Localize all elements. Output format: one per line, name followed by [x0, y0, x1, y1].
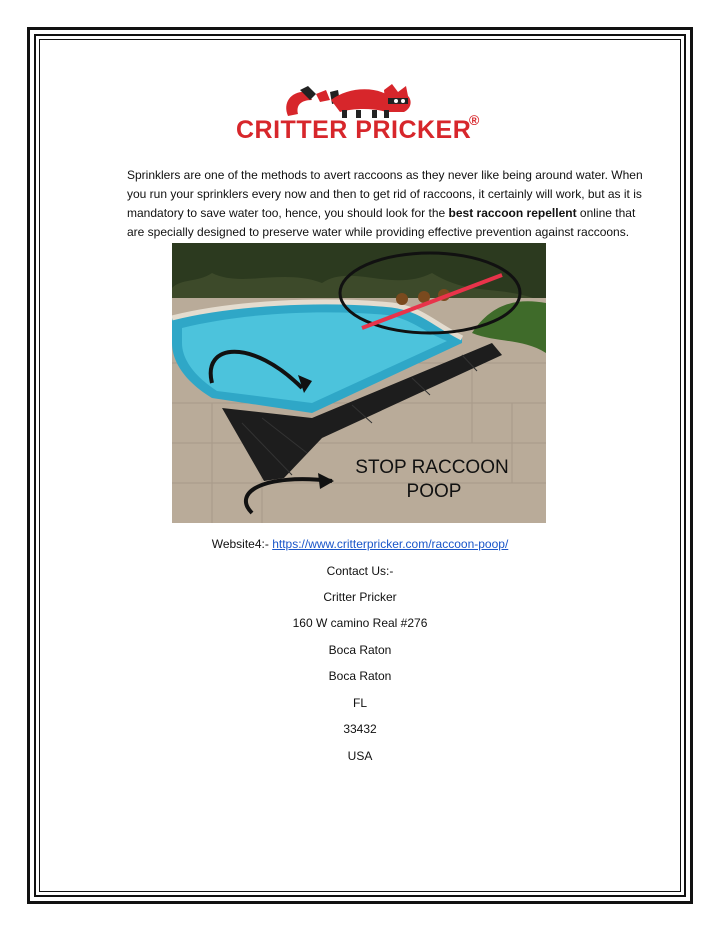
contact-city-2: Boca Raton: [328, 669, 392, 683]
pool-photo: [172, 243, 546, 523]
contact-state: FL: [352, 696, 367, 710]
website-line: [0, 537, 720, 551]
paragraph-text-after: online that are specially designed to preserve water while providing effective prevention against raccoons.: [127, 206, 636, 239]
website-link[interactable]: https://www.critterpricker.com/raccoon-poop/: [272, 537, 509, 551]
paragraph-bold-keyword: best raccoon repellent: [448, 206, 577, 220]
contact-city-1: Boca Raton: [328, 643, 392, 657]
contact-company: Critter Pricker: [323, 590, 397, 604]
brand-name: CRITTER PRICKER: [236, 116, 472, 144]
registered-mark: ®: [469, 112, 480, 128]
body-paragraph: [127, 166, 647, 242]
paragraph-text-before: Sprinklers are one of the methods to avert raccoons as they never like being around water. When you run your sprinklers every now and then to get rid of raccoons, it certainly will work, but as it is mandatory to save water too, hence, you should look for the: [127, 168, 643, 220]
contact-country: USA: [347, 749, 373, 763]
contact-zip: 33432: [343, 722, 377, 736]
website-label: Website4:-: [211, 537, 273, 551]
photo-caption-line1: STOP RACCOON: [355, 457, 509, 478]
contact-street: 160 W camino Real #276: [292, 616, 428, 630]
contact-heading: Contact Us:-: [326, 564, 394, 578]
photo-caption-line2: POOP: [406, 481, 462, 502]
